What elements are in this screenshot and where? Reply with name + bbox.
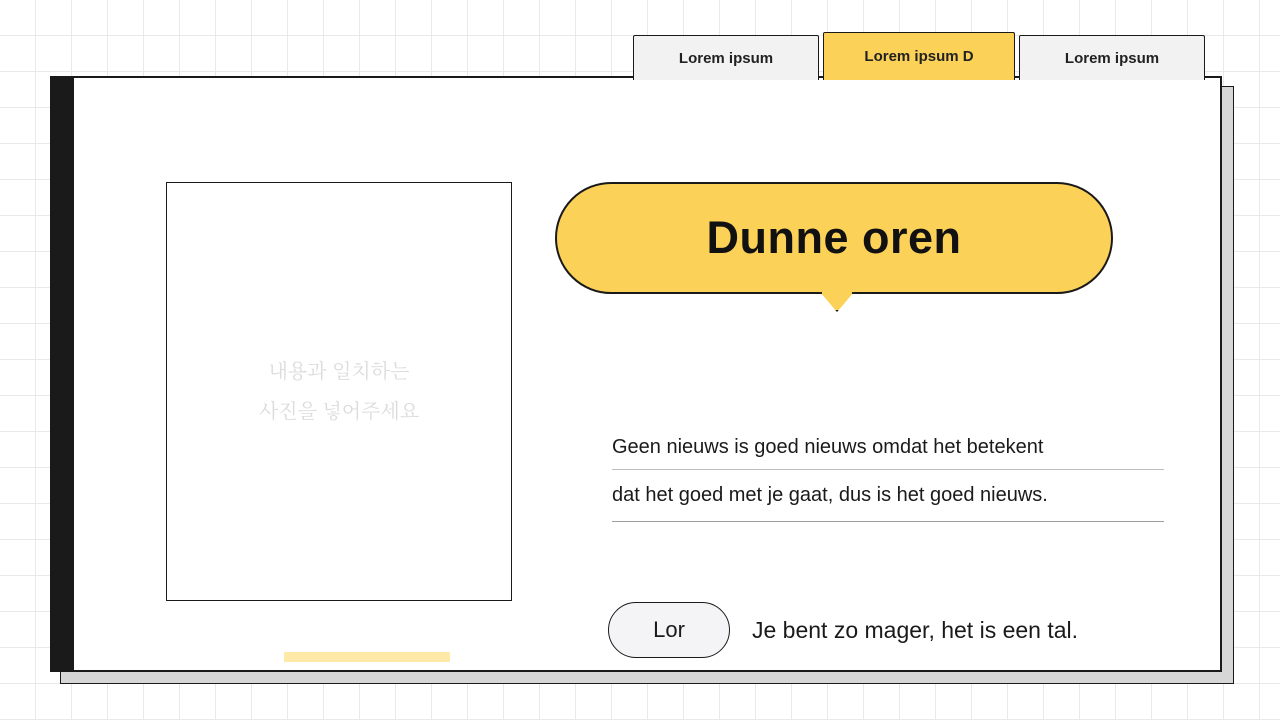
image-placeholder[interactable] <box>166 182 512 601</box>
bubble-tail <box>820 292 854 312</box>
tab-lorem-ipsum-1[interactable] <box>633 35 819 80</box>
tab-label: Lorem ipsum D <box>864 48 974 65</box>
body-text-block <box>612 436 1164 522</box>
title-bubble-body <box>555 182 1113 294</box>
text-highlight <box>284 652 450 662</box>
tab-label: Lorem ipsum <box>1064 49 1160 67</box>
bottom-row <box>608 602 1078 658</box>
tab-lorem-ipsum-d[interactable] <box>823 32 1015 80</box>
image-placeholder-line-1: 내용과 일치하는 <box>268 360 410 383</box>
slide-card <box>50 76 1222 672</box>
body-line-1: Geen nieuws is goed nieuws omdat het betekent <box>612 436 1164 470</box>
tab-lorem-ipsum-2[interactable] <box>1019 35 1205 80</box>
body-line-2: dat het goed met je gaat, dus is het goed nieuws. <box>612 484 1164 522</box>
title-bubble <box>555 182 1113 294</box>
bottom-text-label: Je bent zo mager, het is een tal. <box>752 616 1079 643</box>
image-placeholder-line-2: 사진을 넣어주세요 <box>258 400 420 423</box>
slide-spine <box>52 78 74 670</box>
bottom-text <box>752 617 1078 644</box>
tab-bar <box>633 32 1205 80</box>
bottom-pill-label: Lor <box>653 617 685 642</box>
tab-label: Lorem ipsum <box>678 49 774 67</box>
bottom-pill-button[interactable] <box>608 602 730 658</box>
slide-title: Dunne oren <box>706 212 962 263</box>
